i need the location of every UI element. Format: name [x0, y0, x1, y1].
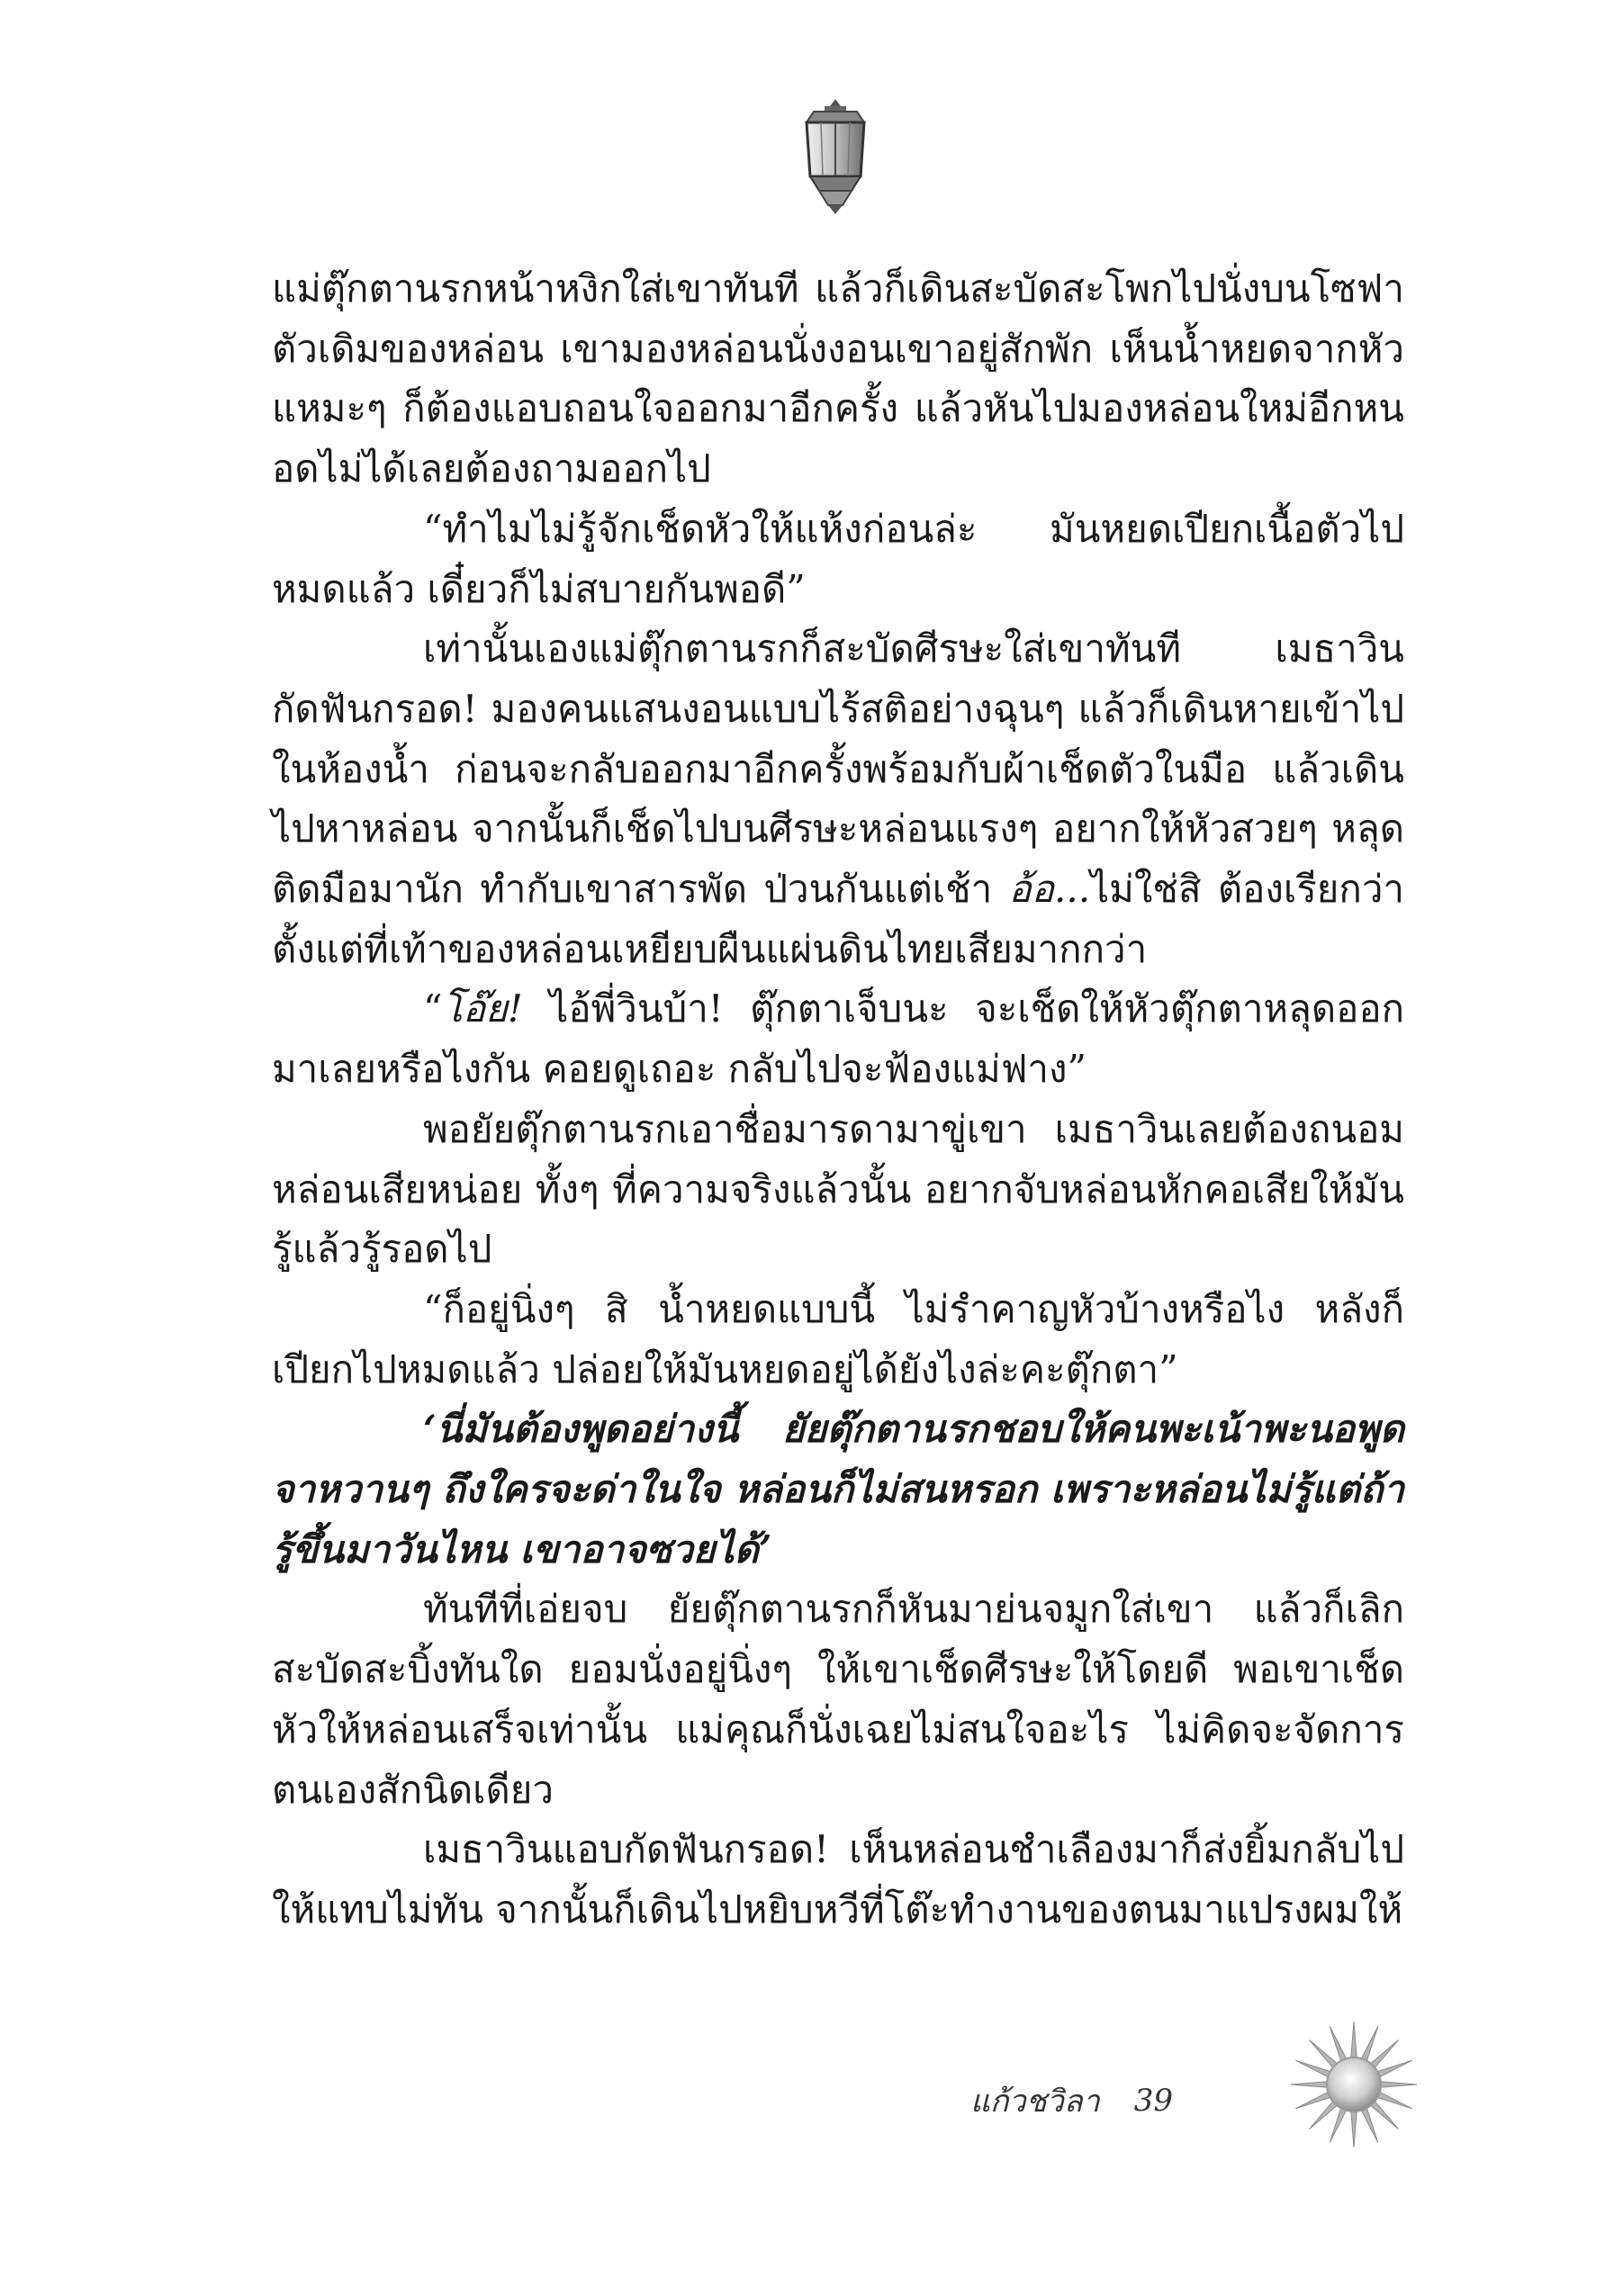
sunburst-ray — [1377, 2092, 1411, 2108]
sunburst-ray — [1330, 2108, 1346, 2142]
paragraph-text: พอยัยตุ๊กตานรกเอาชื่อมารดามาขู่เขา เมธาวินเลยต้องถนอมหล่อนเสียหน่อย ทั้งๆ ที่ความจริงแล้วนั้น อยากจับหล่อนหักคอเสียให้มันรู้แล้วรู้รอดไป — [272, 1106, 1404, 1272]
paragraph-text: ไอ้พี่วินบ้า! ตุ๊กตาเจ็บนะ จะเช็ดให้หัวตุ๊กตาหลุดออกมาเลยหรือไงกัน คอยดูเถอะ กลับไปจะฟ้องแม่ฟาง” — [272, 986, 1404, 1092]
paragraph-text: เมธาวินแอบกัดฟันกรอด! เห็นหล่อนชำเลืองมาก็ส่งยิ้มกลับไปให้แทบไม่ทัน จากนั้นก็เดินไปหยิบหวีที่โต๊ะทำงานของตนมาแปรงผมให้ — [272, 1827, 1404, 1931]
sunburst-ray — [1351, 2021, 1357, 2057]
body-text — [272, 259, 1404, 1940]
lantern-icon — [798, 97, 873, 216]
paragraph-4 — [272, 979, 1404, 1099]
sunburst-ray — [1291, 2082, 1327, 2087]
paragraph-9 — [272, 1820, 1404, 1940]
paragraph-7-thought — [272, 1400, 1404, 1580]
page-footer — [970, 2074, 1173, 2128]
paragraph-text: “ก็อยู่นิ่งๆ สิ น้ำหยดแบบนี้ ไม่รำคาญหัวบ้างหรือไง หลังก็เปียกไปหมดแล้ว ปล่อยให้มันหยดอยู่ได้ยังไงล่ะคะตุ๊กตา” — [272, 1286, 1404, 1391]
paragraph-3 — [272, 619, 1404, 979]
paragraph-1 — [272, 259, 1404, 500]
sunburst-ray — [1361, 2108, 1377, 2142]
paragraph-8 — [272, 1580, 1404, 1820]
page-number: 39 — [1133, 2083, 1173, 2119]
emphasis-text: อ้อ... — [1008, 867, 1091, 912]
sunburst-ray — [1351, 2111, 1357, 2147]
sunburst-ray — [1310, 2102, 1338, 2129]
sunburst-ray — [1381, 2082, 1417, 2087]
sunburst-ray — [1295, 2092, 1330, 2108]
sunburst-ray — [1295, 2060, 1330, 2076]
paragraph-6 — [272, 1280, 1404, 1400]
paragraph-text: ทันทีที่เอ่ยจบ ยัยตุ๊กตานรกก็หันมาย่นจมูกใส่เขา แล้วก็เลิกสะบัดสะบิ้งทันใด ยอมนั่งอยู่นิ่งๆ ให้เขาเช็ดศีรษะให้โดยดี พอเขาเช็ดหัวให้หล่อนเสร็จเท่านั้น แม่คุณก็นั่งเฉยไม่สนใจอะไร ไม่คิดจะจัดการตนเองสักนิดเดียว — [272, 1587, 1404, 1812]
paragraph-text: “ทำไมไม่รู้จักเช็ดหัวให้แห้งก่อนล่ะ มันหยดเปียกเนื้อตัวไปหมดแล้ว เดี๋ยวก็ไม่สบายกันพอดี” — [272, 506, 1404, 611]
sunburst-ray — [1371, 2040, 1399, 2068]
inner-thought-text: ‘นี่มันต้องพูดอย่างนี้ ยัยตุ๊กตานรกชอบให้คนพะเน้าพะนอพูดจาหวานๆ ถึงใครจะด่าในใจ หล่อนก็ไม่สนหรอก เพราะหล่อนไม่รู้แต่ถ้ารู้ขึ้นมาวันไหน เขาอาจซวยได้’ — [272, 1407, 1404, 1571]
paragraph-5 — [272, 1100, 1404, 1280]
emphasis-text: โอ๊ย! — [442, 986, 523, 1031]
sunburst-icon — [1289, 2020, 1419, 2149]
sunburst-ray — [1361, 2026, 1377, 2060]
paragraph-2 — [272, 500, 1404, 619]
paragraph-text: แม่ตุ๊กตานรกหน้าหงิกใส่เขาทันที แล้วก็เดินสะบัดสะโพกไปนั่งบนโซฟาตัวเดิมของหล่อน เขามองหล่อนนั่งงอนเขาอยู่สักพัก เห็นน้ำหยดจากหัวแหมะๆ ก็ต้องแอบถอนใจออกมาอีกครั้ง แล้วหันไปมองหล่อนใหม่อีกหนอดไม่ได้เลยต้องถามออกไป — [272, 266, 1404, 491]
sunburst-ray — [1371, 2102, 1399, 2129]
paragraph-text: ไม่ใช่สิ ต้องเรียกว่าตั้งแต่ที่เท้าของหล่อนเหยียบผืนแผ่นดินไทยเสียมากกว่า — [272, 867, 1404, 971]
sunburst-ray — [1377, 2060, 1411, 2076]
quote-mark: “ — [423, 986, 443, 1031]
book-title: แก้วชวิลา — [970, 2084, 1100, 2120]
paragraph-text: เท่านั้นเองแม่ตุ๊กตานรกก็สะบัดศีรษะใส่เขาทันที เมธาวินกัดฟันกรอด! มองคนแสนงอนแบบไร้สติอย่างฉุนๆ แล้วก็เดินหายเข้าไปในห้องน้ำ ก่อนจะกลับออกมาอีกครั้งพร้อมกับผ้าเช็ดตัวในมือ แล้วเดินไปหาหล่อน จากนั้นก็เช็ดไปบนศีรษะหล่อนแรงๆ อยากให้หัวสวยๆ หลุดติดมือมานัก ทำกับเขาสารพัด ป่วนกันแต่เช้า — [272, 626, 1404, 912]
sunburst-ray — [1330, 2026, 1346, 2060]
sunburst-ray — [1310, 2040, 1338, 2068]
